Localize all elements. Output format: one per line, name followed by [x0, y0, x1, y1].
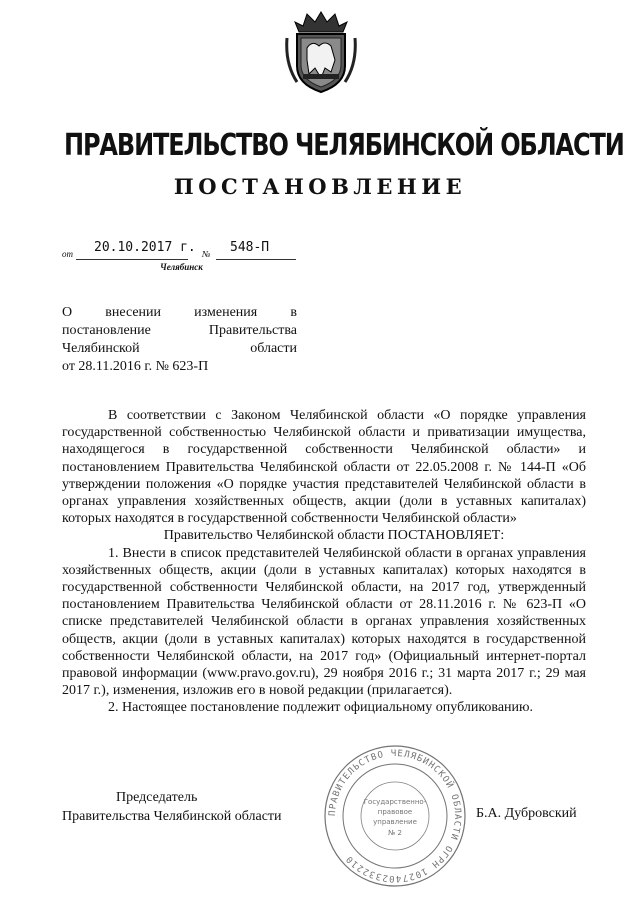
document-meta	[62, 228, 312, 278]
svg-text:ПРАВИТЕЛЬСТВО ЧЕЛЯБИНСКОЙ ОБЛА	[328, 749, 462, 883]
subject-line: О внесении изменения в	[62, 305, 297, 320]
stamp-inner-line: Государственно-	[363, 798, 427, 806]
item-1-paragraph: 1. Внести в список представителей Челябинской области в органах управления хозяйственных обществ, акции (доли в уставных капиталах) которых находятся в государственной собственности Челябинской области, на 2017 год, утвержденный постановлением Правительства Челябинской области от 28.11.2016 г. № 623-П «О списке представителей Челябинской области в органах управления хозяйственных обществ, акции (доли в уставных капиталах) которых находятся в государственной собственности Челябинской области, на 2017 год» (Официальный интернет-портал правовой информации (www.pravo.gov.ru), 29 ноября 2016 г.; 31 марта 2017 г.; 29 мая 2017 г.), изменения, изложив его в новой редакции (прилагается).	[62, 545, 586, 699]
subject-line: постановление Правительства	[62, 323, 297, 338]
city-name: Челябинск	[160, 262, 203, 272]
government-title: ПРАВИТЕЛЬСТВО ЧЕЛЯБИНСКОЙ ОБЛАСТИ	[64, 128, 624, 163]
item-2-paragraph: 2. Настоящее постановление подлежит официальному опубликованию.	[108, 700, 533, 716]
official-seal-stamp	[318, 744, 472, 888]
document-body	[62, 407, 586, 717]
document-number: 548-П	[230, 240, 270, 255]
signatory-title-line-1: Председатель	[116, 790, 198, 805]
document-type: ПОСТАНОВЛЕНИЕ	[173, 174, 467, 199]
margin-scan-mark	[626, 600, 632, 640]
signatory-title	[62, 788, 322, 826]
resolves-line: Правительство Челябинской области ПОСТАНОВЛЯЕТ:	[163, 528, 505, 544]
preamble-paragraph: В соответствии с Законом Челябинской области «О порядке управления государственной собственностью Челябинской области и приватизации имущества, находящегося в государственной собственности Челябинской области» и постановлением Правительства Челябинской области от 22.05.2008 г. № 144-П «Об утверждении положения «О порядке участия представителей Челябинской области в органах управления хозяйственных обществ, акции (доли в уставных капиталах) которых находятся в государственной собственности Челябинской области»	[62, 408, 586, 527]
stamp-inner-line: правовое	[377, 808, 413, 816]
stamp-inner-line: № 2	[388, 829, 402, 837]
number-label: №	[202, 249, 211, 259]
stamp-outer-text: ПРАВИТЕЛЬСТВО ЧЕЛЯБИНСКОЙ ОБЛАСТИ ОГРН 1027402332210	[327, 748, 463, 884]
stamp-inner-line: управление	[373, 818, 417, 826]
document-date: 20.10.2017 г.	[94, 240, 196, 255]
coat-of-arms-icon	[285, 8, 357, 94]
signatory-name: Б.А. Дубровский	[476, 806, 577, 821]
subject-line: Челябинской области	[62, 341, 297, 356]
document-subject	[62, 304, 297, 376]
date-label: от	[62, 249, 73, 259]
subject-line: от 28.11.2016 г. № 623-П	[62, 359, 209, 374]
number-underline	[216, 259, 296, 260]
date-underline	[76, 259, 188, 260]
signatory-title-line-2: Правительства Челябинской области	[62, 809, 282, 824]
